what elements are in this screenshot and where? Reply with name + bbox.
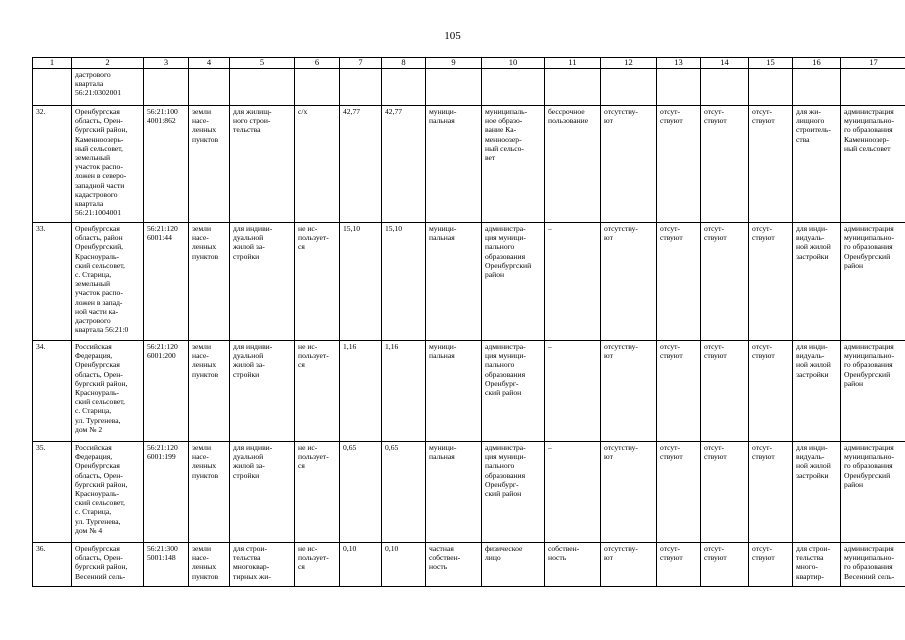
table-cell-col-10: администра- ция муници- пального образования Оренбург- ский район [482, 341, 545, 442]
table-cell-col-11: бессрочное пользование [545, 106, 601, 223]
table-cell-col-14: отсут- ствуют [701, 106, 749, 223]
table-cell-col-1: 33. [33, 223, 72, 341]
table-cell-col-15: отсут- ствуют [749, 106, 793, 223]
column-number-3: 3 [144, 58, 189, 69]
table-cell-col-1: 32. [33, 106, 72, 223]
column-number-4: 4 [189, 58, 230, 69]
column-number-5: 5 [230, 58, 295, 69]
table-cell-col-15: отсут- ствуют [749, 442, 793, 543]
table-row [33, 442, 905, 543]
table-cell-col-12: отсутству- ют [601, 543, 657, 587]
column-number-11: 11 [545, 58, 601, 69]
table-cell-col-6: не ис- пользует- ся [295, 442, 340, 543]
table-cell-col-16: для строи- тельства много- квартир- [793, 543, 841, 587]
table-row [33, 223, 905, 341]
table-cell-col-12: отсутству- ют [601, 223, 657, 341]
table-cell-col-3: 56:21:300 5001:148 [144, 543, 189, 587]
table-cell-col-8: 15,10 [382, 223, 426, 341]
table-cell-col-11: собствен- ность [545, 543, 601, 587]
table-cell-col-16: для инди- видуаль- ной жилой застройки [793, 442, 841, 543]
table-cell-col-3: 56:21:120 6001:199 [144, 442, 189, 543]
table-cell-col-13 [657, 69, 701, 106]
table-cell-col-10 [482, 69, 545, 106]
table-cell-col-3: 56:21:100 4001:862 [144, 106, 189, 223]
table-cell-col-12: отсутству- ют [601, 442, 657, 543]
table-cell-col-2: Оренбургская область, район Оренбургский, Красноураль- ский сельсовет, с. Старица, земельный участок распо- ложен в запад- ной части ка- дастрового квартала 56:21:0 [72, 223, 144, 341]
column-number-2: 2 [72, 58, 144, 69]
land-registry-table [32, 57, 905, 587]
table-cell-col-10: муниципаль- ное образо- вание Ка- менноозер- ный сельсо- вет [482, 106, 545, 223]
table-row [33, 341, 905, 442]
table-cell-col-16 [793, 69, 841, 106]
column-number-15: 15 [749, 58, 793, 69]
table-cell-col-8: 0,10 [382, 543, 426, 587]
table-cell-col-7: 15,10 [340, 223, 382, 341]
table-cell-col-9: частная собствен- ность [426, 543, 482, 587]
table-cell-col-2: Российская Федерация, Оренбургская область, Орен- бургский район, Красноураль- ский сельсовет, с. Старица, ул. Тургенева, дом № 4 [72, 442, 144, 543]
table-cell-col-6: не ис- пользует- ся [295, 223, 340, 341]
table-cell-col-7 [340, 69, 382, 106]
table-cell-col-11: – [545, 341, 601, 442]
table-cell-col-10: физическое лицо [482, 543, 545, 587]
page-number: 105 [444, 30, 461, 42]
table-cell-col-6 [295, 69, 340, 106]
column-number-10: 10 [482, 58, 545, 69]
column-number-8: 8 [382, 58, 426, 69]
table-cell-col-3: 56:21:120 6001:200 [144, 341, 189, 442]
table-cell-col-8 [382, 69, 426, 106]
column-number-6: 6 [295, 58, 340, 69]
table-cell-col-15: отсут- ствуют [749, 543, 793, 587]
table-cell-col-11 [545, 69, 601, 106]
table-cell-col-5: для жилищ- ного строи- тельства [230, 106, 295, 223]
table-cell-col-12: отсутству- ют [601, 341, 657, 442]
table-cell-col-13: отсут- ствуют [657, 543, 701, 587]
column-number-13: 13 [657, 58, 701, 69]
table-cell-col-16: для инди- видуаль- ной жилой застройки [793, 341, 841, 442]
table-cell-col-8: 42,77 [382, 106, 426, 223]
table-cell-col-2: Оренбургская область, Орен- бургский район, Весенний сель- [72, 543, 144, 587]
table-cell-col-14 [701, 69, 749, 106]
table-cell-col-15: отсут- ствуют [749, 341, 793, 442]
table-cell-col-1: 35. [33, 442, 72, 543]
column-number-17: 17 [841, 58, 905, 69]
table-cell-col-15 [749, 69, 793, 106]
table-cell-col-6: не ис- пользует- ся [295, 341, 340, 442]
table-cell-col-14: отсут- ствуют [701, 442, 749, 543]
table-cell-col-14: отсут- ствуют [701, 543, 749, 587]
table-row [33, 543, 905, 587]
column-number-16: 16 [793, 58, 841, 69]
table-cell-col-1: 36. [33, 543, 72, 587]
table-cell-col-5: для индиви- дуальной жилой за- стройки [230, 223, 295, 341]
table-cell-col-7: 0,10 [340, 543, 382, 587]
table-cell-col-4 [189, 69, 230, 106]
column-number-1: 1 [33, 58, 72, 69]
table-cell-col-7: 1,16 [340, 341, 382, 442]
table-cell-col-3: 56:21:120 6001:44 [144, 223, 189, 341]
table-cell-col-9: муници- пальная [426, 341, 482, 442]
table-body [33, 58, 905, 587]
table-cell-col-4: земли насе- ленных пунктов [189, 341, 230, 442]
table-cell-col-8: 0,65 [382, 442, 426, 543]
table-cell-col-7: 42,77 [340, 106, 382, 223]
table-cell-col-13: отсут- ствуют [657, 106, 701, 223]
table-cell-col-9 [426, 69, 482, 106]
table-cell-col-17: администрация муниципально- го образования Весенний сель- [841, 543, 905, 587]
column-number-12: 12 [601, 58, 657, 69]
table-row [33, 106, 905, 223]
table-cell-col-14: отсут- ствуют [701, 223, 749, 341]
table-cell-col-5: для строи- тельства многоквар- тирных жи- [230, 543, 295, 587]
table-cell-col-17: администрация муниципально- го образования Оренбургский район [841, 442, 905, 543]
column-number-14: 14 [701, 58, 749, 69]
table-cell-col-4: земли насе- ленных пунктов [189, 442, 230, 543]
table-cell-col-9: муници- пальная [426, 223, 482, 341]
table-cell-col-13: отсут- ствуют [657, 442, 701, 543]
table-cell-col-17: администрация муниципально- го образования Каменноозер- ный сельсовет [841, 106, 905, 223]
table-cell-col-4: земли насе- ленных пунктов [189, 223, 230, 341]
table-cell-col-9: муници- пальная [426, 442, 482, 543]
table-row [33, 69, 905, 106]
table-cell-col-4: земли насе- ленных пунктов [189, 543, 230, 587]
table-cell-col-11: – [545, 223, 601, 341]
table-cell-col-16: для инди- видуаль- ной жилой застройки [793, 223, 841, 341]
table-cell-col-10: администра- ция муници- пального образования Оренбург- ский район [482, 442, 545, 543]
table-cell-col-17: администрация муниципально- го образования Оренбургский район [841, 341, 905, 442]
table-cell-col-7: 0,65 [340, 442, 382, 543]
table-cell-col-17 [841, 69, 905, 106]
table-cell-col-9: муници- пальная [426, 106, 482, 223]
table-cell-col-2: Российская Федерация, Оренбургская область, Орен- бургский район, Красноураль- ский сельсовет, с. Старица, ул. Тургенева, дом № 2 [72, 341, 144, 442]
table-cell-col-1: 34. [33, 341, 72, 442]
table-cell-col-1 [33, 69, 72, 106]
column-number-row [33, 58, 905, 69]
table-cell-col-12: отсутству- ют [601, 106, 657, 223]
table-cell-col-11: – [545, 442, 601, 543]
table-cell-col-15: отсут- ствуют [749, 223, 793, 341]
table-cell-col-6: не ис- пользует- ся [295, 543, 340, 587]
table-cell-col-5: для индиви- дуальной жилой за- стройки [230, 442, 295, 543]
table-cell-col-5: для индиви- дуальной жилой за- стройки [230, 341, 295, 442]
table-cell-col-13: отсут- ствуют [657, 223, 701, 341]
table-cell-col-16: для жи- лищного строитель- ства [793, 106, 841, 223]
table-cell-col-8: 1,16 [382, 341, 426, 442]
table-cell-col-4: земли насе- ленных пунктов [189, 106, 230, 223]
table-cell-col-2: дастрового квартала 56:21:0302001 [72, 69, 144, 106]
table-cell-col-6: с/х [295, 106, 340, 223]
table-cell-col-12 [601, 69, 657, 106]
table-cell-col-13: отсут- ствуют [657, 341, 701, 442]
column-number-9: 9 [426, 58, 482, 69]
table-cell-col-3 [144, 69, 189, 106]
table-cell-col-2: Оренбургская область, Орен- бургский район, Каменноозерь- ный сельсовет, земельный участок распо- ложен в северо- западной части кадастрового квартала 56:21:1004001 [72, 106, 144, 223]
table-cell-col-17: администрация муниципально- го образования Оренбургский район [841, 223, 905, 341]
table-cell-col-5 [230, 69, 295, 106]
table-cell-col-14: отсут- ствуют [701, 341, 749, 442]
column-number-7: 7 [340, 58, 382, 69]
table-cell-col-10: администра- ция муници- пального образования Оренбургский район [482, 223, 545, 341]
